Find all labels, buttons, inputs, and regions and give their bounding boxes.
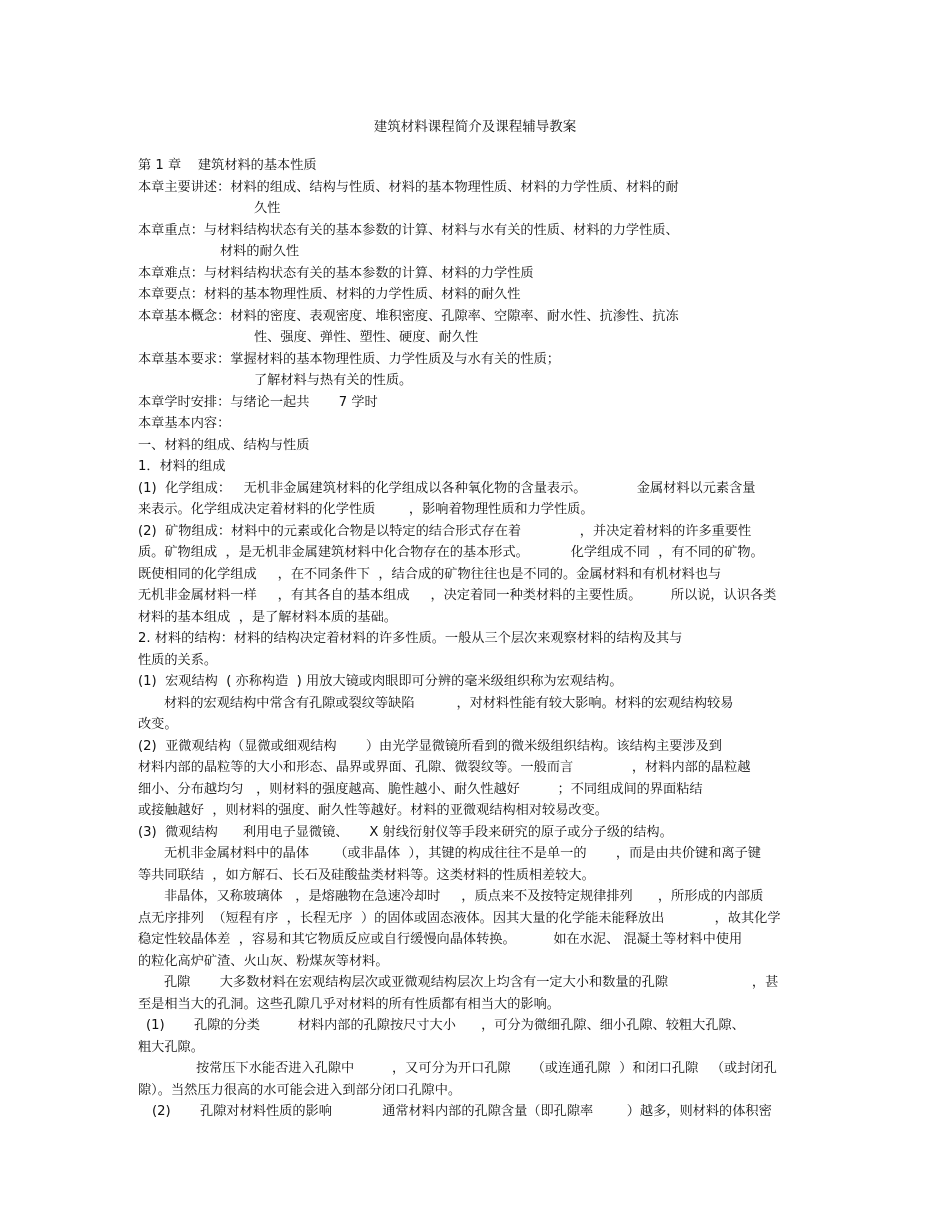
paragraph-line: (3) 微观结构 利用电子显微镜、 X 射线衍射仪等手段来研究的原子或分子级的结构。	[138, 824, 673, 840]
paragraph-line: 改变。	[138, 717, 178, 732]
paragraph-line: (1) 化学组成： 无机非金属建筑材料的化学组成以各种氧化物的含量表示。 金属材料以元素含量	[138, 480, 756, 496]
paragraph-line: 本章基本内容：	[138, 416, 231, 431]
document-body	[138, 155, 818, 1123]
paragraph-line: 来表示。化学组成决定着材料的化学性质 ，影响着物理性质和力学性质。	[138, 502, 594, 517]
paragraph-line: 至是相当大的孔洞。这些孔隙几乎对材料的所有性质都有相当大的影响。	[138, 996, 560, 1012]
subsection-heading: 2. 材料的结构：材料的结构决定着材料的许多性质。一般从三个层次来观察材料的结构及其与	[138, 631, 683, 646]
paragraph-line: 粗大孔隙。	[138, 1039, 204, 1055]
paragraph-line: 材料的基本组成 ，是了解材料本质的基础。	[138, 609, 397, 625]
paragraph-line: 久性	[254, 201, 281, 216]
paragraph-line: 性、强度、弹性、塑性、硬度、耐久性	[254, 330, 479, 345]
paragraph-line: 本章主要讲述：材料的组成、结构与性质、材料的基本物理性质、材料的力学性质、材料的耐	[138, 179, 679, 195]
paragraph-line: 本章基本概念：材料的密度、表观密度、堆积密度、孔隙率、空隙率、耐水性、抗渗性、抗冻	[138, 308, 679, 324]
paragraph-line: 质。矿物组成 ，是无机非金属建筑材料中化合物存在的基本形式。 化学组成不同 ，有不同的矿物。	[138, 545, 764, 560]
paragraph-line: 隙）。当然压力很高的水可能会进入到部分闭口孔隙中。	[138, 1082, 462, 1098]
paragraph-line: 无机非金属材料中的晶体 （或非晶体 ），其键的构成往往不是单一的 ，而是由共价键和离子键	[164, 846, 761, 861]
paragraph-line: (2) 亚微观结构（显微或细观结构 ）由光学显微镜所看到的微米级组织结构。该结构主要涉及到	[138, 738, 722, 754]
paragraph-line: 材料的宏观结构中常含有孔隙或裂纹等缺陷 ，对材料性能有较大影响。材料的宏观结构较易	[164, 695, 734, 711]
paragraph-line: 稳定性较晶体差 ，容易和其它物质反应或自行缓慢向晶体转换。 如在水泥、 混凝土等材料中使用	[138, 932, 743, 947]
paragraph-line: (2) 矿物组成：材料中的元素或化合物是以特定的结合形式存在着 ，并决定着材料的许多重要性	[138, 523, 752, 539]
paragraph-line: 孔隙 大多数材料在宏观结构层次或亚微观结构层次上均含有一定大小和数量的孔隙 ，甚	[164, 975, 779, 990]
page-title: 建筑材料课程简介及课程辅导教案	[373, 119, 577, 135]
paragraph-line: 或接触越好 ，则材料的强度、耐久性等越好。材料的亚微观结构相对较易改变。	[138, 803, 608, 818]
paragraph-line: 本章难点：与材料结构状态有关的基本参数的计算、材料的力学性质	[138, 265, 534, 281]
paragraph-line: 本章学时安排：与绪论一起共 7 学时	[138, 394, 378, 410]
paragraph-line: 点无序排列 （短程有序 ，长程无序 ）的固体或固态液体。因其大量的化学能未能释放出 ，故其化学	[138, 910, 781, 926]
paragraph-line: (1) 宏观结构 ( 亦称构造 ) 用放大镜或肉眼即可分辨的毫米级组织称为宏观结构。	[138, 674, 623, 689]
paragraph-line: 既使相同的化学组成 ，在不同条件下 ，结合成的矿物往往也是不同的。金属材料和有机材料也与	[138, 566, 722, 582]
paragraph-line: (1) 孔隙的分类 材料内部的孔隙按尺寸大小 ，可分为微细孔隙、细小孔隙、较粗大孔隙、	[146, 1018, 745, 1033]
paragraph-line: 本章要点：材料的基本物理性质、材料的力学性质、材料的耐久性	[138, 287, 521, 302]
paragraph-line: 的粒化高炉矿渣、火山灰、粉煤灰等材料。	[138, 953, 389, 969]
paragraph-line: 本章基本要求：掌握材料的基本物理性质、力学性质及与水有关的性质；	[138, 351, 560, 367]
section-heading: 一、材料的组成、结构与性质	[138, 437, 310, 453]
paragraph-line: 细小、分布越均匀 ，则材料的强度越高、脆性越小、耐久性越好 ；不同组成间的界面粘结	[138, 781, 703, 797]
paragraph-line: 等共同联结 ，如方解石、长石及硅酸盐类材料等。这类材料的性质相差较大。	[138, 867, 595, 883]
paragraph-line: 材料内部的晶粒等的大小和形态、晶界或界面、孔隙、微裂纹等。一般而言 ，材料内部的晶粒越	[138, 760, 751, 775]
paragraph-line: 无机非金属材料一样 ，有其各自的基本组成 ，决定着同一种类材料的主要性质。 所以说，认识各类	[138, 588, 777, 603]
paragraph-line: (2) 孔隙对材料性质的影响 通常材料内部的孔隙含量（即孔隙率 ）越多，则材料的体积密	[152, 1104, 772, 1119]
paragraph-line: 按常压下水能否进入孔隙中 ，又可分为开口孔隙 （或连通孔隙 ）和闭口孔隙 （或封闭孔	[196, 1061, 777, 1076]
subsection-heading: 1．材料的组成	[138, 459, 226, 474]
paragraph-line: 了解材料与热有关的性质。	[254, 373, 413, 388]
paragraph-line: 性质的关系。	[138, 652, 218, 668]
paragraph-line: 材料的耐久性	[220, 244, 300, 259]
chapter-heading: 第 1 章 建筑材料的基本性质	[138, 158, 317, 173]
paragraph-line: 本章重点：与材料结构状态有关的基本参数的计算、材料与水有关的性质、材料的力学性质、	[138, 222, 679, 238]
paragraph-line: 非晶体，又称玻璃体 ，是熔融物在急速冷却时 ，质点来不及按特定规律排列 ，所形成的内部质	[164, 889, 764, 904]
